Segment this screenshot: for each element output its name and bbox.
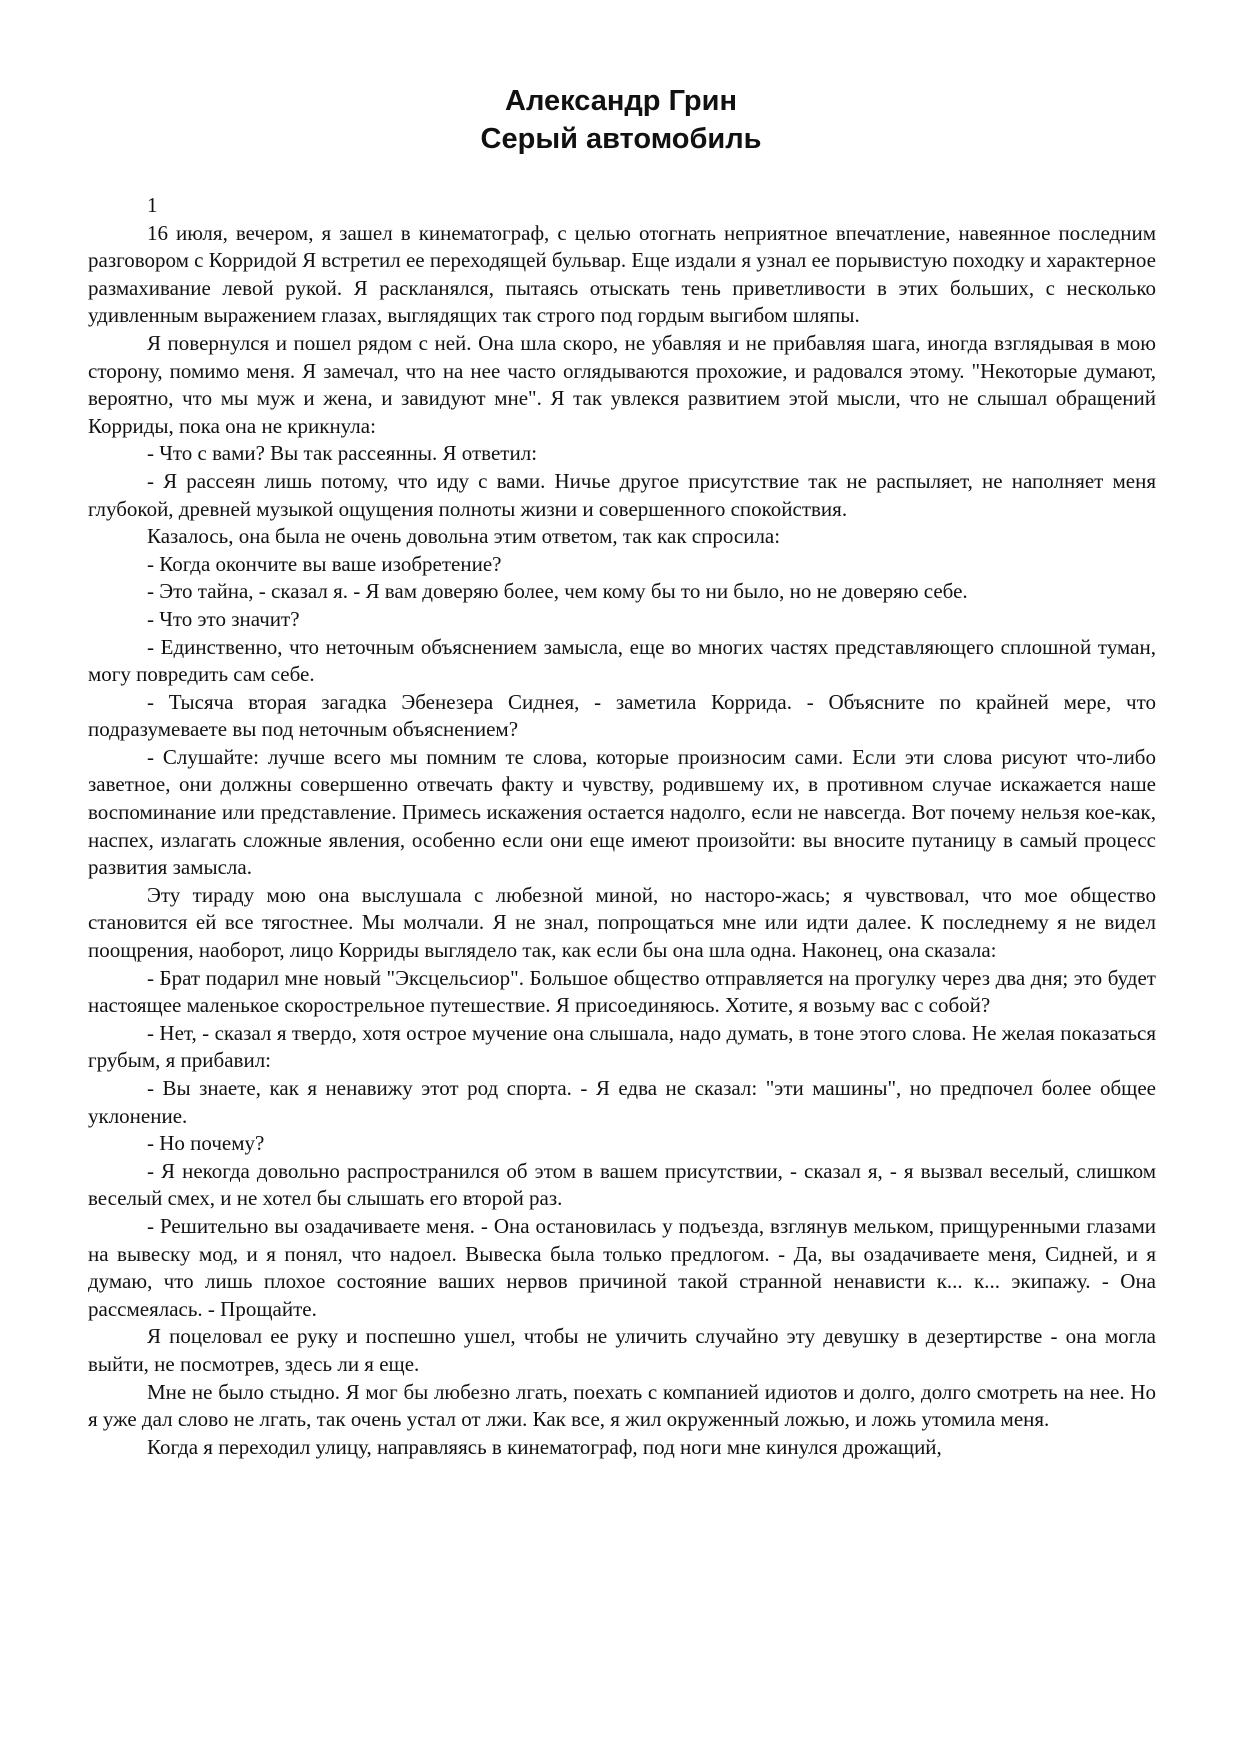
paragraph: Я поцеловал ее руку и поспешно ушел, чтобы не уличить случайно эту девушку в дезертирстве - она могла выйти, не посмотрев, здесь ли я еще. [88,1324,1156,1376]
paragraph: 16 июля, вечером, я зашел в кинематограф, с целью отогнать неприятное впечатление, навеянное последним разговором с Корридой Я встретил ее переходящей бульвар. Еще издали я узнал ее порывистую походку и характерное размахивание левой рукой. Я раскланялся, пытаясь отыскать тень приветливости в этих больших, с несколько удивленным выражением глазах, выглядящих так строго под гордым выгибом шляпы. [88,220,1156,328]
paragraph: Я повернулся и пошел рядом с ней. Она шла скоро, не убавляя и не прибавляя шага, иногда взглядывая в мою сторону, помимо меня. Я замечал, что на нее часто оглядываются прохожие, и радовался этому. "Некоторые думают, вероятно, что мы муж и жена, и завидуют мне". Я так увлекся развитием этой мысли, что не слышал обращений Корриды, пока она не крикнула: [88,330,1156,438]
author-name: Александр Грин [505,85,737,117]
paragraph: Казалось, она была не очень довольна этим ответом, так как спросила: [147,524,781,549]
paragraph: - Слушайте: лучше всего мы помним те слова, которые произносим сами. Если эти слова рисуют что-либо заветное, они должны совершенно отвечать факту и чувству, родившему их, в противном случае искажается наше воспоминание или представление. Примесь искажения остается надолго, если не навсегда. Вот почему нельзя кое-как, наспех, излагать сложные явления, особенно если они еще имеют произойти: вы вносите путаницу в самый процесс развития замысла. [88,744,1156,880]
paragraph: - Это тайна, - сказал я. - Я вам доверяю более, чем кому бы то ни было, но не доверяю себе. [147,579,968,604]
title-block [0,82,1242,158]
chapter-number: 1 [147,193,158,217]
paragraph: - Вы знаете, как я ненавижу этот род спорта. - Я едва не сказал: "эти машины", но предпочел более общее уклонение. [88,1076,1156,1128]
paragraph: - Я некогда довольно распространился об этом в вашем присутствии, - сказал я, - я вызвал веселый, слишком веселый смех, и не хотел бы слышать его второй раз. [88,1158,1156,1211]
paragraph: - Тысяча вторая загадка Эбенезера Сиднея, - заметила Коррида. - Объясните по крайней мере, что подразумеваете вы под неточным объяснением? [88,689,1156,742]
book-title: Серый автомобиль [480,123,762,155]
paragraph: - Решительно вы озадачиваете меня. - Она остановилась у подъезда, взглянув мельком, прищуренными глазами на вывеску мод, и я понял, что надоел. Вывеска была только предлогом. - Да, вы озадачиваете меня, Сидней, и я думаю, что лишь плохое состояние ваших нервов причиной такой странной ненависти к... к... экипажу. - Она рассмеялась. - Прощайте. [88,1213,1156,1321]
paragraph: - Что с вами? Вы так рассеянны. Я ответил: [147,441,538,466]
paragraph: - Я рассеян лишь потому, что иду с вами. Ничье другое присутствие так не распыляет, не наполняет меня глубокой, древней музыкой ощущения полноты жизни и совершенного спокойствия. [88,468,1156,521]
paragraph: Мне не было стыдно. Я мог бы любезно лгать, поехать с компанией идиотов и долго, долго смотреть на нее. Но я уже дал слово не лгать, так очень устал от лжи. Как все, я жил окруженный ложью, и ложь утомила меня. [88,1379,1156,1432]
paragraph: - Брат подарил мне новый "Эксцельсиор". Большое общество отправляется на прогулку через два дня; это будет настоящее маленькое скорострельное путешествие. Я присоединяюсь. Хотите, я возьму вас с собой? [88,965,1156,1018]
paragraph: - Что это значит? [147,606,300,631]
text-body [88,192,1156,1461]
paragraph: - Единственно, что неточным объяснением замысла, еще во многих частях представляющего сплошной туман, могу повредить сам себе. [88,634,1156,687]
paragraph: - Когда окончите вы ваше изобретение? [147,551,502,576]
paragraph: Когда я переходил улицу, направляясь в кинематограф, под ноги мне кинулся дрожащий, [147,1434,942,1459]
paragraph: - Нет, - сказал я твердо, хотя острое мучение она слышала, надо думать, в тоне этого слова. Не желая показаться грубым, я прибавил: [88,1020,1156,1073]
paragraph: Эту тираду мою она выслушала с любезной миной, но насторо-жась; я чувствовал, что мое общество становится ей все тягостнее. Мы молчали. Я не знал, попрощаться мне или идти далее. К последнему я не видел поощрения, наоборот, лицо Корриды выглядело так, как если бы она шла одна. Наконец, она сказала: [88,882,1156,963]
paragraph: - Но почему? [147,1131,265,1156]
